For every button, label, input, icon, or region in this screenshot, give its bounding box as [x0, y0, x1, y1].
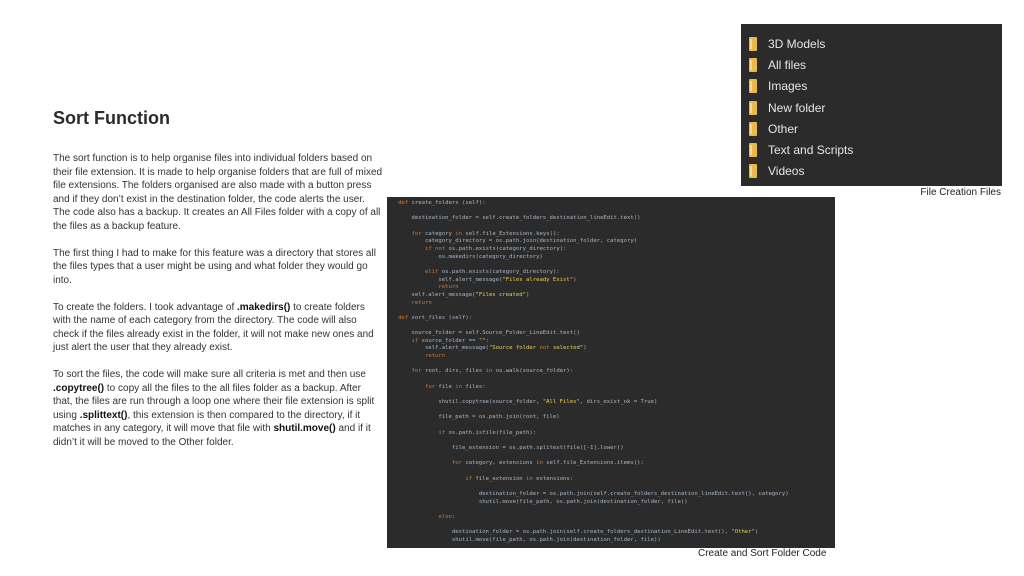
folder-item[interactable] [749, 97, 1002, 118]
code-term-makedirs: .makedirs() [237, 301, 291, 313]
folder-name: Text and Scripts [768, 143, 854, 158]
folder-icon [749, 79, 757, 93]
code-line: destination_folder = self.create_folders_destination_lineEdit.text() [411, 215, 641, 222]
code-line: os.makedirs(category_directory) [438, 253, 543, 260]
text-span: , this extension is then compared to the directory, if it matches in any category, it will move that file with [53, 409, 361, 434]
code-line: for root, dirs, files in os.walk(source_folder): [411, 368, 574, 375]
code-screenshot [387, 197, 835, 548]
code-line: for category, extensions in self.file_Extensions.items(): [451, 460, 644, 467]
text-span: To sort the files, the code will make sure all criteria is met and then use [53, 369, 366, 380]
folder-icon [749, 122, 757, 136]
text-span: to copy all the files to the all files folder as a backup. After that, the files are run through a loop one where their file extension is split using [53, 382, 375, 421]
code-line: if not os.path.exists(category_directory): [424, 245, 567, 252]
text-span: and if it didn’t it will be moved to the Other folder. [53, 423, 371, 448]
code-line: if os.path.isfile(file_path): [438, 429, 537, 436]
folder-name: New folder [768, 100, 826, 115]
folder-icon [749, 37, 757, 51]
paragraph-sort-files [53, 368, 383, 449]
files-caption: File Creation Files [920, 187, 1001, 198]
code-line: if file_extension in extensions: [465, 475, 574, 482]
folder-icon [749, 164, 757, 178]
code-line: return [411, 299, 432, 306]
folder-name: Videos [768, 164, 805, 179]
code-line: if source_folder == "": [411, 337, 489, 344]
folder-item[interactable] [749, 139, 1002, 160]
code-line: category_directory = os.path.join(destination_folder, category) [424, 238, 638, 245]
code-line: shutil.copytree(source_folder, "All Files", dirs_exist_ok = True) [398, 399, 658, 406]
code-line: self.alert_message("Files created") [398, 291, 530, 298]
code-line: else: [438, 513, 456, 520]
folder-item[interactable] [749, 118, 1002, 139]
folder-name: Other [768, 121, 799, 136]
folder-item[interactable] [749, 161, 1002, 182]
code-line: self.alert_message("Source folder not selected") [398, 345, 587, 352]
code-line: destination_folder = os.path.join(self.create_folders_destination_LineEdit.text(), "Other") [398, 529, 759, 536]
code-block [387, 197, 835, 545]
code-line: for category in self.file_Extensions.keys(): [411, 230, 560, 237]
paragraph-create-folders [53, 301, 383, 355]
text-span: to create folders with the name of each category from the directory. The code will also check if the files already exist in the folder, it will not make new ones and just alert the user that they already exist. [53, 301, 374, 353]
code-line: shutil.move(file_path, os.path.join(destination_folder, file)) [478, 498, 688, 505]
folder-name: All files [768, 57, 807, 72]
code-term-shutil-move: shutil.move() [273, 423, 336, 434]
code-line: def sort_files (self): [398, 314, 473, 321]
code-line: source_folder = self.Source_Folder_LineEdit.text() [411, 330, 580, 337]
code-line: shutil.move(file_path, os.path.join(destination_folder, file)) [398, 536, 661, 543]
code-line: destination_folder = os.path.join(self.create_folders_destination_lineEdit.text(), category) [478, 490, 789, 497]
code-line: file_extension = os.path.splitext(file)[-1].lower() [451, 445, 624, 451]
code-line: return [424, 353, 446, 360]
page-title: Sort Function [53, 108, 170, 128]
paragraph-directory: The first thing I had to make for this feature was a directory that stores all the files types that a user might be using and what folder they would go into. [53, 247, 376, 286]
folder-icon [749, 58, 757, 72]
code-line: for file in files: [424, 383, 486, 390]
code-line: file_path = os.path.join(root, file) [438, 414, 560, 421]
description-text [53, 152, 383, 463]
code-line: return [438, 284, 459, 291]
code-term-splittext: .splittext() [79, 409, 128, 421]
folder-name: Images [768, 79, 808, 94]
folder-item[interactable] [749, 76, 1002, 97]
folder-item[interactable] [749, 54, 1002, 75]
folder-name: 3D Models [768, 36, 826, 51]
folder-icon [749, 101, 757, 115]
code-line: def create_folders (self): [398, 200, 486, 206]
code-line: self.alert_message("Files already Exist") [398, 276, 577, 283]
code-term-copytree: .copytree() [53, 382, 105, 394]
text-span: To create the folders. I took advantage of [53, 301, 238, 313]
code-line: elif os.path.exists(category_directory): [424, 268, 560, 275]
folder-icon [749, 143, 757, 157]
paragraph-intro: The sort function is to help organise files into individual folders based on their file extension. It is made to help organise folders that are full of mixed file extensions. The folders organised are also made with a button press and if they don’t exist in the destination folder, the code alerts the user. The code also has a backup. It creates an All Files folder with a copy of all the files as a backup feature. [53, 153, 383, 232]
folder-item[interactable] [749, 33, 1002, 54]
code-caption: Create and Sort Folder Code [698, 548, 827, 559]
folder-list [741, 24, 1002, 182]
folder-list-screenshot [741, 24, 1002, 186]
